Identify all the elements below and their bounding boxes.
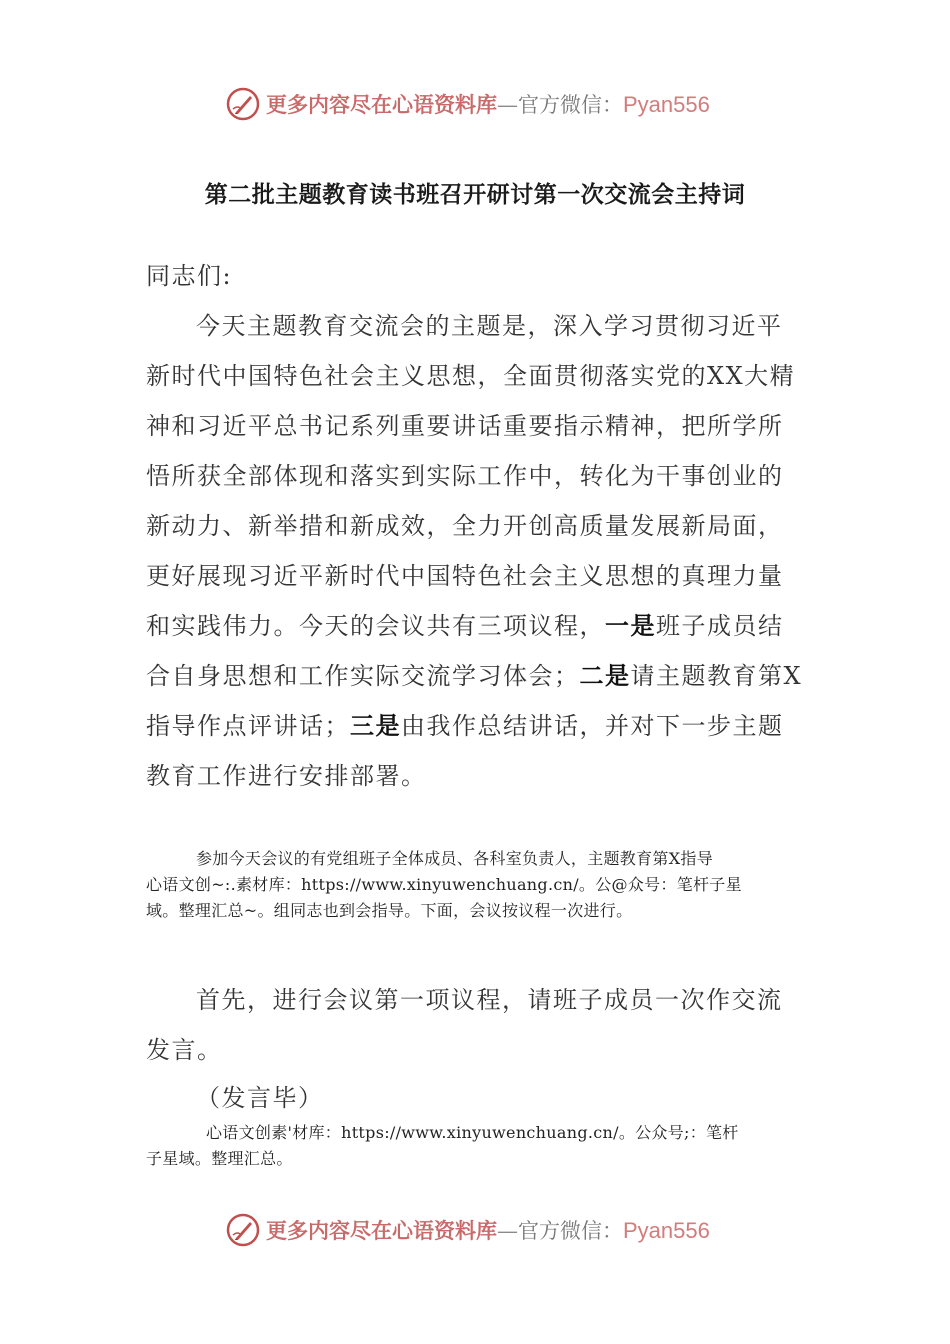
line-text: 和实践伟力。今天的会议共有三项议程，: [146, 612, 605, 640]
pen-logo-icon: [226, 87, 260, 121]
salutation: 同志们:: [146, 262, 233, 290]
paragraph-line: 更好展现习近平新时代中国特色社会主义思想的真理力量: [146, 562, 784, 590]
paragraph-line: 新动力、新举措和新成效，全力开创高质量发展新局面，: [146, 512, 784, 540]
small-print-line: 域。整理汇总~。组同志也到会指导。下面，会议按议程一次进行。: [146, 901, 633, 920]
paragraph-line: [146, 656, 802, 691]
banner-text: [266, 1215, 710, 1245]
document-title: 第二批主题教育读书班召开研讨第一次交流会主持词: [204, 182, 746, 208]
paragraph-line: [146, 606, 784, 641]
agenda-marker-three: 三是: [350, 712, 401, 740]
paragraph-line: 首先，进行会议第一项议程，请班子成员一次作交流: [196, 986, 783, 1014]
banner-dash: —: [497, 1219, 518, 1243]
line-text: 指导作点评讲话；: [146, 712, 350, 740]
line-text: 由我作总结讲话，并对下一步主题: [401, 712, 784, 740]
banner-wechat-id: Pyan556: [623, 1218, 710, 1243]
banner-main-text: 更多内容尽在心语资料库: [266, 1218, 497, 1243]
speech-end-note: （发言毕）: [196, 1084, 324, 1112]
small-print-line: 参加今天会议的有党组班子全体成员、各科室负责人，主题教育第X指导: [196, 849, 713, 868]
banner-main-text: 更多内容尽在心语资料库: [266, 92, 497, 117]
paragraph-line: 今天主题教育交流会的主题是，深入学习贯彻习近平: [196, 312, 783, 340]
line-text: 班子成员结: [656, 612, 784, 640]
paragraph-line: 新时代中国特色社会主义思想，全面贯彻落实党的XX大精: [146, 362, 796, 390]
paragraph-line: [146, 706, 784, 741]
banner-wechat-label: 官方微信：: [518, 1219, 623, 1243]
small-print-line: 子星域。整理汇总。: [146, 1149, 293, 1168]
banner-wechat-label: 官方微信：: [518, 93, 623, 117]
small-print-line: 心语文创~:.素材库：https://www.xinyuwenchuang.cn/。公@众号：笔杆子星: [146, 875, 742, 894]
line-text: 请主题教育第X: [630, 662, 803, 690]
small-print-line: 心语文创素'材库：https://www.xinyuwenchuang.cn/。公众号;：笔杆: [206, 1123, 739, 1142]
banner-dash: —: [497, 93, 518, 117]
agenda-marker-two: 二是: [579, 662, 631, 690]
agenda-marker-one: 一是: [605, 612, 656, 640]
footer-banner: [226, 1210, 746, 1250]
paragraph-line: 发言。: [146, 1036, 223, 1064]
paragraph-line: 悟所获全部体现和落实到实际工作中，转化为干事创业的: [146, 462, 784, 490]
line-text: 合自身思想和工作实际交流学习体会；: [146, 662, 580, 690]
banner-wechat-id: Pyan556: [623, 92, 710, 117]
banner-text: [266, 89, 710, 119]
paragraph-line: 神和习近平总书记系列重要讲话重要指示精神，把所学所: [146, 412, 784, 440]
pen-logo-icon: [226, 1213, 260, 1247]
paragraph-line: 教育工作进行安排部署。: [146, 762, 427, 790]
header-banner: [226, 84, 746, 124]
